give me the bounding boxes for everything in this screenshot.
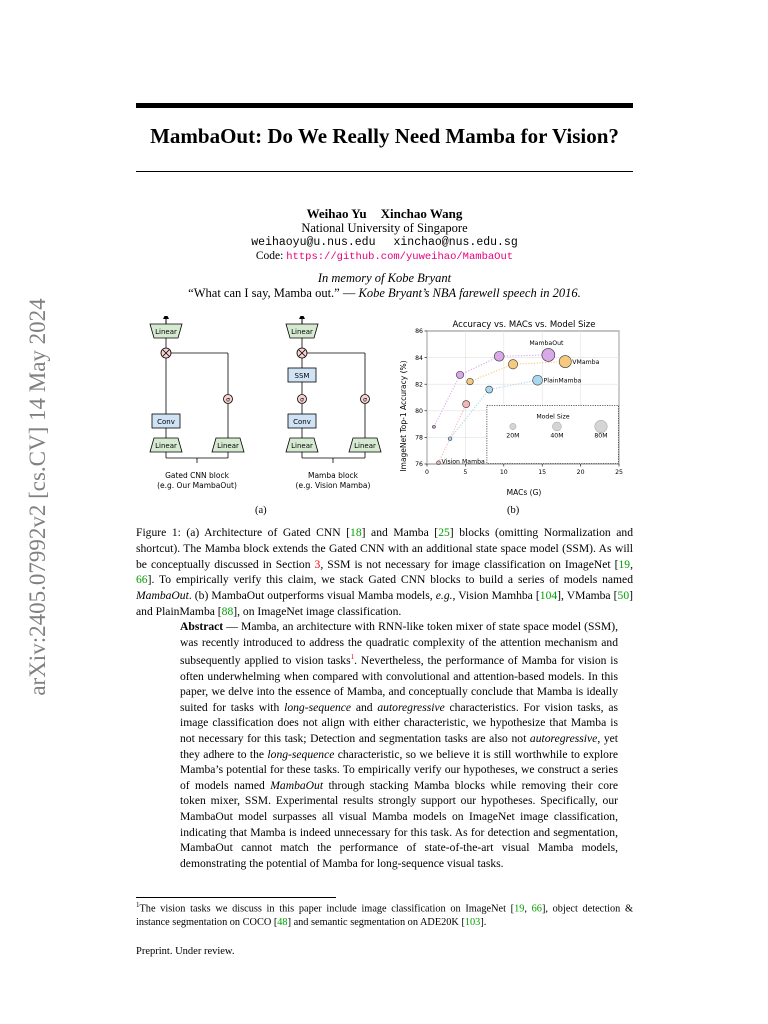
affiliation: National University of Singapore: [301, 221, 468, 235]
x-tick-label: 0: [425, 469, 429, 476]
citation-link[interactable]: 18: [350, 526, 362, 539]
citation-link[interactable]: 19: [514, 903, 525, 915]
y-tick-label: 86: [415, 328, 423, 336]
email-link[interactable]: xinchao@nus.edu.sg: [393, 236, 518, 249]
citation-link[interactable]: 25: [438, 526, 450, 539]
legend-marker: [553, 422, 562, 431]
legend-label: 40M: [550, 432, 564, 440]
legend-marker: [595, 420, 608, 433]
footnote-rule: [136, 897, 336, 898]
quote-text: “What can I say, Mamba out.” —: [188, 286, 356, 300]
scatter-chart-svg: [394, 316, 634, 514]
citation-link[interactable]: 66: [531, 903, 542, 915]
linear-label: Linear: [354, 442, 376, 450]
citation-link[interactable]: 19: [618, 557, 631, 571]
legend-label: 80M: [594, 432, 608, 440]
author-name: Xinchao Wang: [380, 206, 463, 221]
citation-link[interactable]: 50: [617, 589, 630, 603]
mamba-block-title: Mamba block: [307, 471, 359, 480]
author-emails: [136, 236, 633, 249]
y-tick-label: 82: [415, 381, 423, 389]
email-link[interactable]: weihaoyu@u.nus.edu: [251, 236, 376, 249]
linear-label: Linear: [291, 442, 313, 450]
data-point: [486, 386, 493, 393]
gated-cnn-subtitle: (e.g. Our MambaOut): [157, 481, 237, 490]
code-line: [136, 250, 633, 263]
title-rule-bottom: [136, 171, 633, 172]
y-tick-label: 78: [415, 434, 423, 442]
sigma-label: σ: [300, 396, 304, 404]
data-point: [432, 425, 435, 428]
data-point: [559, 356, 571, 368]
gated-cnn-title: Gated CNN block: [165, 471, 229, 480]
conv-label: Conv: [293, 418, 311, 426]
linear-label: Linear: [155, 328, 177, 336]
section-link[interactable]: 3: [314, 557, 321, 571]
epigraph: [136, 286, 633, 301]
abstract: Abstract — Mamba, an architecture with RNN-like token mixer of state space model (SSM), was recently introduced to address the quadratic complexity of the attention mechanism and subsequently applied to vision tasks$^1$. Nevertheless, the performance of Mamba for vision is often underwhelming when compared with convolutional and attention-based models. In this paper, we delve into the essence of Mamba, and conceptually conclude that Mamba is ideally suited for tasks with long-sequence and autoregressive characteristics. For vision tasks, as image classification does not align with either characteristic, we hypothesize that Mamba is not necessary for this task; Detection and segmentation tasks are also not autoregressive, yet they adhere to the long-sequence characteristic, so we believe it is still worthwhile to explore Mamba’s potential for these tasks. To empirically verify our hypotheses, we construct a series of models named MambaOut through stacking Mamba blocks while removing their core token mixer, SSM. Experimental results strongly support our hypotheses. Specifically, our MambaOut model surpasses all visual Mamba models on ImageNet image classification, indicating that Mamba is indeed unnecessary for this task. As for detection and segmentation, MambaOut cannot match the performance of state-of-the-art visual Mamba models, demonstrating the potential of Mamba for long-sequence visual tasks.: [180, 620, 619, 870]
paper-title: MambaOut: Do We Really Need Mamba for Vision?: [150, 124, 619, 148]
mamba-block-subtitle: (e.g. Vision Mamba): [295, 481, 371, 490]
data-point: [542, 348, 555, 361]
citation-link[interactable]: 104: [539, 589, 558, 603]
citation-link[interactable]: 103: [464, 916, 481, 928]
block-diagram-svg: [136, 316, 396, 514]
data-point: [467, 378, 474, 385]
title-rule-top: [136, 103, 633, 108]
abstract-heading: Abstract: [180, 620, 224, 633]
x-tick-label: 5: [463, 469, 468, 476]
series-label: VMamba: [572, 358, 600, 366]
series-line: [439, 404, 467, 463]
legend-marker: [510, 423, 516, 429]
citation-link[interactable]: 48: [277, 916, 288, 928]
series-label: Vision Mamba: [441, 458, 485, 466]
arxiv-identifier: arXiv:2405.07992v2 [cs.CV] 14 May 2024: [25, 298, 50, 696]
series-label: PlainMamba: [543, 377, 582, 385]
data-point: [448, 437, 452, 441]
ssm-label: SSM: [294, 372, 310, 380]
chart-legend: [487, 405, 619, 463]
footnote: $^1$The vision tasks we discuss in this paper include image classification on ImageNet [19, 66], object detection & instance segmentation on COCO [48] and semantic segmentation on ADE20K [103].: [136, 901, 633, 928]
x-tick-label: 20: [576, 469, 585, 476]
mamba-block: [286, 316, 381, 490]
data-point: [508, 360, 517, 369]
figure-b-chart: [394, 316, 634, 514]
y-tick-label: 76: [415, 461, 423, 469]
sigma-label: σ: [226, 396, 230, 404]
dedication: In memory of Kobe Bryant: [317, 271, 452, 285]
x-tick-label: 10: [499, 469, 508, 476]
code-url-link[interactable]: https://github.com/yuweihao/MambaOut: [286, 251, 514, 263]
footnote-link[interactable]: 1: [350, 653, 355, 662]
x-tick-label: 15: [538, 469, 547, 476]
chart-x-label: MACs (G): [506, 488, 542, 497]
legend-label: 20M: [506, 432, 520, 440]
series-label: MambaOut: [529, 339, 564, 347]
conv-label: Conv: [157, 418, 175, 426]
figure-a-diagram: [136, 316, 396, 514]
figure-caption: Figure 1: (a) Architecture of Gated CNN [18] and Mamba [25] blocks (omitting Normalization and shortcut). The Mamba block extends the Gated CNN with an additional state space model (SSM). As will be conceptually discussed in Section 3, SSM is not necessary for image classification on ImageNet [19, 66]. To empirically verify this claim, we stack Gated CNN blocks to build a series of models named MambaOut. (b) MambaOut outperforms visual Mamba models, e.g., Vision Mamhba [104], VMamba [50] and PlainMamba [88], on ImageNet image classification.: [136, 526, 633, 618]
gated-cnn-block: [150, 316, 244, 490]
data-point: [533, 375, 543, 385]
sigma-label: σ: [363, 396, 367, 404]
author-name: Weihao Yu: [306, 206, 367, 221]
y-tick-label: 84: [415, 354, 423, 362]
data-point: [437, 461, 441, 465]
y-tick-label: 80: [415, 408, 423, 415]
figure-b-label: (b): [507, 505, 520, 516]
page-footer: Preprint. Under review.: [136, 946, 235, 957]
figure-a-label: (a): [255, 505, 267, 516]
data-point: [494, 351, 504, 361]
citation-link[interactable]: 88: [221, 604, 234, 618]
linear-label: Linear: [155, 442, 177, 450]
chart-y-label: ImageNet Top-1 Accuracy (%): [399, 360, 408, 472]
x-tick-label: 25: [615, 469, 623, 476]
code-label: Code:: [255, 250, 284, 262]
quote-source: Kobe Bryant’s NBA farewell speech in 2016.: [358, 286, 581, 300]
data-point: [463, 401, 470, 408]
legend-title: Model Size: [536, 413, 570, 421]
linear-label: Linear: [217, 442, 239, 450]
data-point: [456, 371, 463, 378]
author-list: [136, 206, 633, 222]
citation-link[interactable]: 66: [136, 573, 148, 587]
chart-title: Accuracy vs. MACs vs. Model Size: [452, 320, 596, 330]
linear-label: Linear: [291, 328, 313, 336]
